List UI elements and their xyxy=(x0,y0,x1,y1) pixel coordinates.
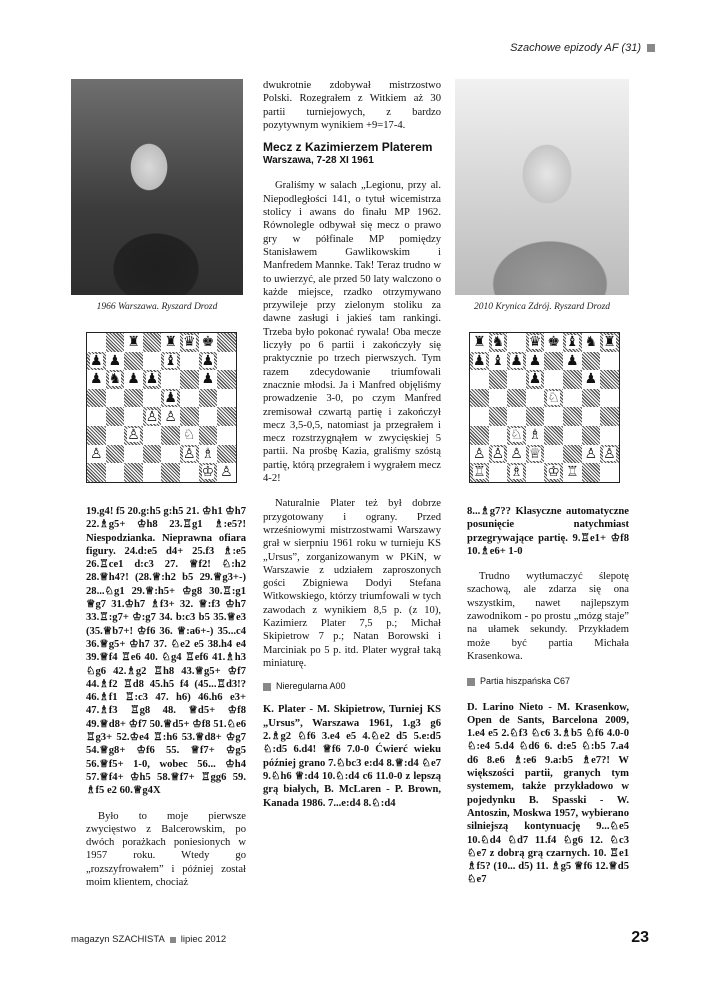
chess-piece-icon: ♟ xyxy=(510,352,523,369)
board-square xyxy=(489,407,508,426)
board-square xyxy=(106,445,125,464)
board-square xyxy=(563,445,582,464)
board-square xyxy=(217,445,236,464)
board-square xyxy=(507,370,526,389)
tag-square-icon xyxy=(467,678,475,686)
column-3 xyxy=(467,505,629,887)
board-square xyxy=(217,407,236,426)
board-square xyxy=(217,426,236,445)
board-square xyxy=(143,426,162,445)
board-square xyxy=(124,389,143,408)
board-square xyxy=(87,463,106,482)
board-square xyxy=(582,407,601,426)
board-square xyxy=(600,352,619,371)
board-square xyxy=(124,333,143,352)
board-square xyxy=(489,352,508,371)
board-square xyxy=(161,352,180,371)
board-square xyxy=(507,333,526,352)
chess-diagram-2 xyxy=(469,332,620,483)
paragraph-balcerowski: Było to moje pierwsze zwycięstwo z Balcerowskim, po dwóch porażkach poniesionych w 1957 roku. Wtedy go „rozszyfrowałem” i później został moim klientem, chociaż xyxy=(86,810,246,889)
board-square xyxy=(544,370,563,389)
board-square xyxy=(161,370,180,389)
page-number: 23 xyxy=(631,929,649,946)
board-square xyxy=(217,463,236,482)
chess-piece-icon: ♙ xyxy=(491,445,505,462)
chess-piece-icon: ♙ xyxy=(473,445,486,462)
board-square xyxy=(217,370,236,389)
footer-square-icon xyxy=(170,937,176,943)
board-square xyxy=(470,445,489,464)
board-square xyxy=(507,407,526,426)
board-square xyxy=(563,463,582,482)
series-header xyxy=(510,42,655,54)
board-square xyxy=(161,445,180,464)
board-square xyxy=(507,389,526,408)
chess-piece-icon: ♟ xyxy=(473,352,486,369)
board-square xyxy=(470,426,489,445)
chess-piece-icon: ♙ xyxy=(127,427,140,444)
issue-date: lipiec 2012 xyxy=(180,934,227,945)
column-1 xyxy=(86,505,246,889)
board-square xyxy=(199,333,218,352)
chess-piece-icon: ♟ xyxy=(164,390,177,407)
board-square xyxy=(199,445,218,464)
chess-piece-icon: ♜ xyxy=(603,334,616,351)
board-square xyxy=(217,352,236,371)
board-square xyxy=(106,463,125,482)
photo-2010-caption: 2010 Krynica Zdrój. Ryszard Drozd xyxy=(473,302,611,312)
board-square xyxy=(180,426,199,445)
board-square xyxy=(124,407,143,426)
board-square xyxy=(582,389,601,408)
chess-piece-icon: ♗ xyxy=(528,427,542,444)
photo-1966-caption: 1966 Warszawa. Ryszard Drozd xyxy=(96,302,218,312)
board-square xyxy=(470,389,489,408)
board-square xyxy=(180,370,199,389)
board-square xyxy=(544,333,563,352)
board-square xyxy=(526,445,545,464)
board-square xyxy=(106,389,125,408)
board-square xyxy=(180,333,199,352)
board-square xyxy=(489,463,508,482)
chess-piece-icon: ♕ xyxy=(528,445,542,462)
board-square xyxy=(470,463,489,482)
chess-piece-icon: ♟ xyxy=(90,352,103,369)
chess-piece-icon: ♔ xyxy=(547,464,560,481)
board-square xyxy=(87,352,106,371)
board-square xyxy=(106,426,125,445)
board-square xyxy=(526,370,545,389)
chess-piece-icon: ♙ xyxy=(182,445,196,462)
board-square xyxy=(143,389,162,408)
chess-piece-icon: ♝ xyxy=(565,334,579,351)
board-square xyxy=(87,370,106,389)
board-square xyxy=(470,407,489,426)
board-square xyxy=(489,445,508,464)
board-square xyxy=(161,333,180,352)
board-square xyxy=(87,407,106,426)
board-square xyxy=(180,407,199,426)
board-square xyxy=(544,407,563,426)
board-square xyxy=(106,333,125,352)
chess-piece-icon: ♞ xyxy=(584,334,598,351)
board-square xyxy=(161,426,180,445)
board-square xyxy=(544,445,563,464)
board-square xyxy=(143,370,162,389)
board-square xyxy=(582,352,601,371)
chess-piece-icon: ♟ xyxy=(565,352,579,369)
opening-label: Nieregularna A00 xyxy=(276,681,346,692)
chess-piece-icon: ♞ xyxy=(491,334,505,351)
paragraph-plater: Naturalnie Plater też był dobrze przygotowany i ograny. Przed wrześniowymi mistrzostwami Warszawy grał w sierpniu 1961 roku w turnieju KS „Ursus”, zorganizowanym w PKiN, w Warszawie z udziałem zaproszonych gości Zbigniewa Dodyi Stefana Witkowskiego, którzy triumfowali w tych zawodach z wynikiem 8,5 p. (z 10), Kazimierz Plater 7,5 p.; Michał Skipietrow 7 p.; Natan Borowski i Marciniak po 5 p. itd. Plater wygrał taką miniaturę. xyxy=(263,498,441,669)
chess-piece-icon: ♟ xyxy=(127,371,140,388)
board-square xyxy=(87,445,106,464)
board-square xyxy=(526,333,545,352)
chess-piece-icon: ♖ xyxy=(565,464,579,481)
chess-piece-icon: ♟ xyxy=(528,352,542,369)
board-square xyxy=(470,352,489,371)
paragraph-blindness: Trudno wytłumaczyć ślepotę szachową, ale zdarza się ona wszystkim, nawet najlepszym zawodnikom - po prostu „mózg staje” na ułamek sekundy. Przykładem może być partia Michała Krasenkowa. xyxy=(467,571,629,662)
chess-piece-icon: ♘ xyxy=(510,427,523,444)
chess-piece-icon: ♙ xyxy=(603,445,616,462)
chess-piece-icon: ♟ xyxy=(201,371,215,388)
chess-piece-icon: ♔ xyxy=(201,464,215,481)
chess-piece-icon: ♗ xyxy=(510,464,523,481)
chess-piece-icon: ♚ xyxy=(547,334,560,351)
chess-piece-icon: ♛ xyxy=(182,334,196,351)
game-larino-krasenkow: D. Larino Nieto - M. Krasenkow, Open de Sants, Barcelona 2009, 1.e4 e5 2.♘f3 ♘c6 3.♗b5 ♘f6 4.0-0 ♘:e4 5.d4 ♘d6 6. d:e5 ♘:b5 7.a4 d6 8.e6 ♗:e6 9.a:b5 ♗e7?! W większości partii, granych tym systemem, także przykładowo w pojedynku B. Spasski - W. Antoszin, Moskwa 1957, wybierano silniejszą kontynuację 9...♘e5 10.♘d4 ♘d7 11.f4 ♘g6 12. ♘c3 ♘e7 z dobrą grą czarnych. 10. ♖e1 ♗f5? (10... d5) 11. ♗g5 ♕f6 12.♕d5 ♘e7 xyxy=(467,701,629,886)
chess-piece-icon: ♚ xyxy=(201,334,215,351)
board-square xyxy=(544,426,563,445)
game-moves-1: 19.g4! f5 20.g:h5 g:h5 21. ♔h1 ♔h7 22.♗g5+ ♔h8 23.♖g1 ♗:e5?! Niespodzianka. Nieprawna ofiara figury. 24.d:e5 d4+ 25.f3 ♗:e5 26.♖ce1 d:c3 27. ♕f2! ♘:h2 28.♕h4?! (28.♕:h2 b5 29.♕g3+-) 28...♘g1 29.♕:h5+ ♔g8 30.♖:g1 ♕g7 31.♔h7 ♗f3+ 32. ♕:f3 ♔h7 33.♖:g7+ ♔:g7 34. b:c3 b5 35.♕e3 (35.♕b7+! ♔f6 36. ♕:a6+-) 35...c4 36.♕g5+ ♔h7 37. ♘e2 e5 38.h4 e4 39.♕f4 ♖e6 40. ♘g4 ♖ef6 41.♗h3 ♘g6 42.♗g2 ♖h8 43.♕g5+ ♔f7 44.♗f2 ♖d8 45.h5 f4 (45...♖d3!? 46.♗f1 ♖:c3 47. h6) 46.h6 e3+ 47.♗f3 ♖g8 48. ♕d5+ ♔f8 49.♕d8+ ♔f7 50.♕d5+ ♔f8 51.♘e6 ♖g3+ 52.♔e4 ♖:h6 53.♕d8+ ♔g7 54.♕g8+ ♔f6 55. ♕f7+ ♔g5 56.♕f5+ 1-0, wobec 56... ♔h4 57.♕f4+ ♔h5 58.♕f7+ ♖gg6 59. ♗f5 e2 60.♕g4X xyxy=(86,506,246,797)
board-square xyxy=(526,352,545,371)
board-square xyxy=(489,389,508,408)
board-square xyxy=(199,426,218,445)
board-square xyxy=(563,389,582,408)
section-heading xyxy=(263,140,441,167)
board-square xyxy=(199,463,218,482)
chess-piece-icon: ♘ xyxy=(182,427,196,444)
chess-piece-icon: ♙ xyxy=(510,445,523,462)
chess-piece-icon: ♜ xyxy=(473,334,486,351)
board-square xyxy=(161,463,180,482)
board-square xyxy=(600,463,619,482)
chess-piece-icon: ♟ xyxy=(108,352,122,369)
board-square xyxy=(124,445,143,464)
board-square xyxy=(544,389,563,408)
board-square xyxy=(87,333,106,352)
chess-piece-icon: ♛ xyxy=(528,334,542,351)
board-square xyxy=(507,445,526,464)
board-square xyxy=(600,445,619,464)
board-square xyxy=(563,352,582,371)
board-square xyxy=(180,352,199,371)
section-title: Mecz z Kazimierzem Platerem xyxy=(263,140,433,155)
board-square xyxy=(106,407,125,426)
chess-piece-icon: ♝ xyxy=(491,352,505,369)
board-square xyxy=(87,389,106,408)
board-square xyxy=(161,407,180,426)
chess-piece-icon: ♜ xyxy=(127,334,140,351)
board-square xyxy=(199,389,218,408)
board-square xyxy=(106,370,125,389)
board-square xyxy=(600,389,619,408)
chess-piece-icon: ♟ xyxy=(201,352,215,369)
footer xyxy=(71,934,226,945)
chess-piece-icon: ♙ xyxy=(164,408,177,425)
board-square xyxy=(199,407,218,426)
board-square xyxy=(600,426,619,445)
column-2 xyxy=(263,79,441,810)
opening-label: Partia hiszpańska C67 xyxy=(480,676,571,687)
board-square xyxy=(507,426,526,445)
board-square xyxy=(526,426,545,445)
board-square xyxy=(544,352,563,371)
chess-piece-icon: ♟ xyxy=(584,371,598,388)
board-square xyxy=(526,463,545,482)
board-square xyxy=(161,389,180,408)
board-square xyxy=(199,370,218,389)
chess-diagram-1 xyxy=(86,332,237,483)
board-square xyxy=(124,370,143,389)
board-square xyxy=(563,407,582,426)
opening-tag-c67 xyxy=(467,675,629,688)
board-square xyxy=(143,445,162,464)
board-square xyxy=(526,389,545,408)
chess-piece-icon: ♟ xyxy=(145,371,159,388)
board-square xyxy=(544,463,563,482)
chess-piece-icon: ♟ xyxy=(528,371,542,388)
board-square xyxy=(470,333,489,352)
section-subtitle: Warszawa, 7-28 XI 1961 xyxy=(263,155,374,167)
board-square xyxy=(600,333,619,352)
board-square xyxy=(199,352,218,371)
paragraph-match: Graliśmy w salach „Legionu, przy al. Niepodległości 141, o tytuł wicemistrza stolicy i awans do finału MP 1962. Równolegle odbywał się mecz o prawo gry w półfinale MP pomiędzy Stanisławem Gawlikowskim i Manfredem Mannke. Tak! Teraz trudno w to uwierzyć, ale przed 50 laty walczono o każde miejsce, rzadko otrzymywano przywileje przy zielonym stoliku za dawne zasługi i jakieś tam rankingi. Trzeba było pokonać rywala! Oba mecze liczyły po 6 partii i zakończyły się praktycznie po trzech pierwszych. Tym razem zdecydowanie triumfowali znacznie młodsi. Ja i Manfred objęliśmy prowadzenie 3-0, po czym Manfred zremisował czwartą partię i zakończył mecz 3,5-0,5, natomiast ja przegrałem i mecz rozstrzygnąłem w zwycięskiej 5 partii. Na prośbę Kazia, graliśmy szóstą partię, którą przegrałem i wygrałem mecz 4-2! xyxy=(263,180,441,485)
board-square xyxy=(563,370,582,389)
board-square xyxy=(563,333,582,352)
board-square xyxy=(124,426,143,445)
board-square xyxy=(582,370,601,389)
board-square xyxy=(507,463,526,482)
board-square xyxy=(489,426,508,445)
board-square xyxy=(563,426,582,445)
board-square xyxy=(124,463,143,482)
tag-square-icon xyxy=(263,683,271,691)
board-square xyxy=(470,370,489,389)
magazine-name: magazyn SZACHISTA xyxy=(71,934,165,945)
board-square xyxy=(143,352,162,371)
chess-piece-icon: ♝ xyxy=(164,352,177,369)
game-moves-2: 8...♗g7?? Klasyczne automatyczne posunięcie natychmiast przegrywające partię. 9.♖e1+ ♔f8 10.♗e6+ 1-0 xyxy=(467,506,629,557)
board-square xyxy=(582,463,601,482)
chess-piece-icon: ♙ xyxy=(220,464,233,481)
board-square xyxy=(582,426,601,445)
chess-piece-icon: ♙ xyxy=(145,408,159,425)
chess-piece-icon: ♗ xyxy=(201,445,215,462)
board-square xyxy=(180,389,199,408)
board-square xyxy=(526,407,545,426)
photo-1966 xyxy=(71,79,243,295)
board-square xyxy=(87,426,106,445)
chess-piece-icon: ♘ xyxy=(547,390,560,407)
chess-piece-icon: ♟ xyxy=(90,371,103,388)
board-square xyxy=(143,407,162,426)
board-square xyxy=(124,352,143,371)
board-square xyxy=(180,463,199,482)
opening-tag-a00 xyxy=(263,680,441,693)
board-square xyxy=(180,445,199,464)
board-square xyxy=(217,333,236,352)
board-square xyxy=(106,352,125,371)
board-square xyxy=(217,389,236,408)
board-square xyxy=(582,333,601,352)
chess-piece-icon: ♖ xyxy=(473,464,486,481)
board-square xyxy=(600,370,619,389)
board-square xyxy=(489,370,508,389)
game-plater-skipietrow: K. Plater - M. Skipietrow, Turniej KS „Ursus”, Warszawa 1961, 1.g3 g6 2.♗g2 ♘f6 3.e4 e5 4.♘e2 d5 5.e:d5 ♘:d5 6.d4! ♕f6 7.0-0 Ćwierć wieku później grano 7.♘bc3 e:d4 8.♕:d4 ♘e7 9.♘h6 ♕:d4 10.♘:d4 c6 11.0-0 z lepszą grą białych, B. McLaren - P. Brown, Kanada 1986. 7...e:d4 8.♘:d4 xyxy=(263,704,441,809)
chess-piece-icon: ♜ xyxy=(164,334,177,351)
photo-2010 xyxy=(455,79,629,295)
board-square xyxy=(143,463,162,482)
chess-piece-icon: ♞ xyxy=(108,371,122,388)
header-square-icon xyxy=(647,44,655,52)
board-square xyxy=(489,333,508,352)
series-title: Szachowe epizody AF (31) xyxy=(510,42,641,54)
board-square xyxy=(507,352,526,371)
paragraph-witek: dwukrotnie zdobywał mistrzostwo Polski. Rozegrałem z Witkiem aż 30 partii turniejowych, z bardzo pozytywnym wynikiem +9=17-4. xyxy=(263,80,441,131)
board-square xyxy=(600,407,619,426)
chess-piece-icon: ♙ xyxy=(90,445,103,462)
board-square xyxy=(582,445,601,464)
chess-piece-icon: ♙ xyxy=(584,445,598,462)
board-square xyxy=(143,333,162,352)
